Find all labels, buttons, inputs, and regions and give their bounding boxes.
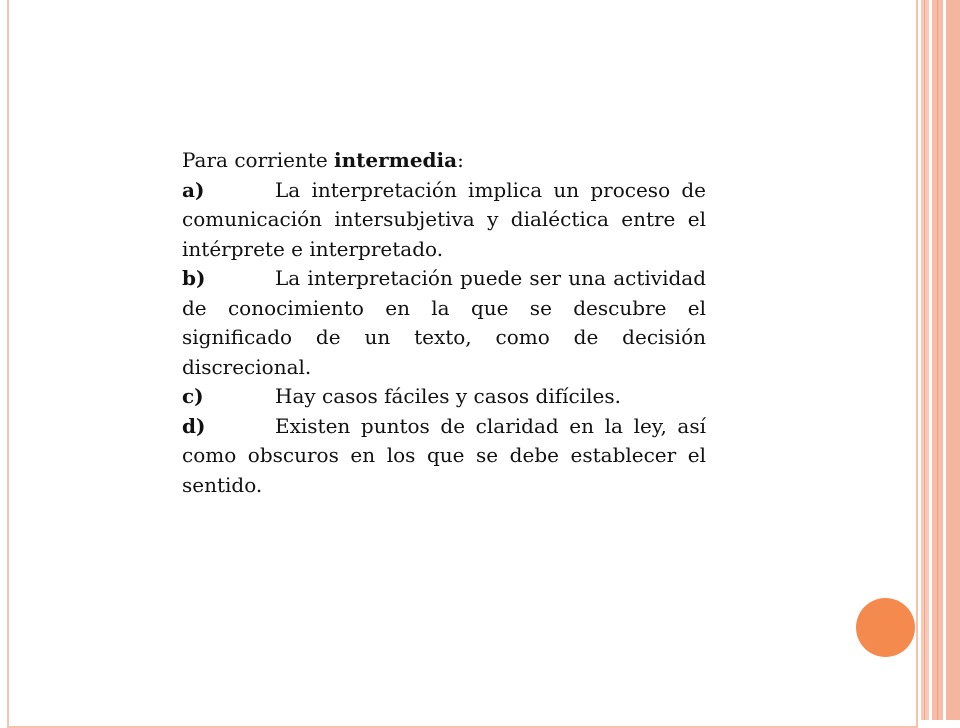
item-text: Existen puntos de claridad en la ley, así como obscuros en los que se debe establecer el sentido. (182, 413, 706, 497)
decorative-stripe (924, 0, 925, 720)
item-label: d) (182, 413, 206, 438)
list-item (182, 176, 706, 265)
decorative-stripe (937, 0, 938, 720)
accent-circle (856, 598, 915, 657)
item-text: La interpretación implica un proceso de comunicación intersubjetiva y dialéctica entre el intérprete e interpretado. (182, 177, 706, 261)
list-item (182, 412, 706, 501)
heading (182, 146, 706, 176)
list-item (182, 264, 706, 382)
slide-content (182, 146, 706, 500)
list-item (182, 382, 706, 412)
decorative-stripe (921, 0, 929, 720)
item-text: La interpretación puede ser una actividad de conocimiento en la que se descubre el significado de un texto, como de decisión discrecional. (182, 266, 706, 379)
heading-suffix: : (457, 148, 464, 172)
item-label: c) (182, 384, 204, 408)
item-text: Hay casos fáciles y casos difíciles. (275, 384, 622, 408)
heading-prefix: Para corriente (182, 148, 335, 172)
item-label: b) (182, 266, 206, 290)
heading-bold: intermedia (334, 148, 458, 172)
decorative-stripe (946, 0, 960, 720)
item-label: a) (182, 177, 205, 202)
